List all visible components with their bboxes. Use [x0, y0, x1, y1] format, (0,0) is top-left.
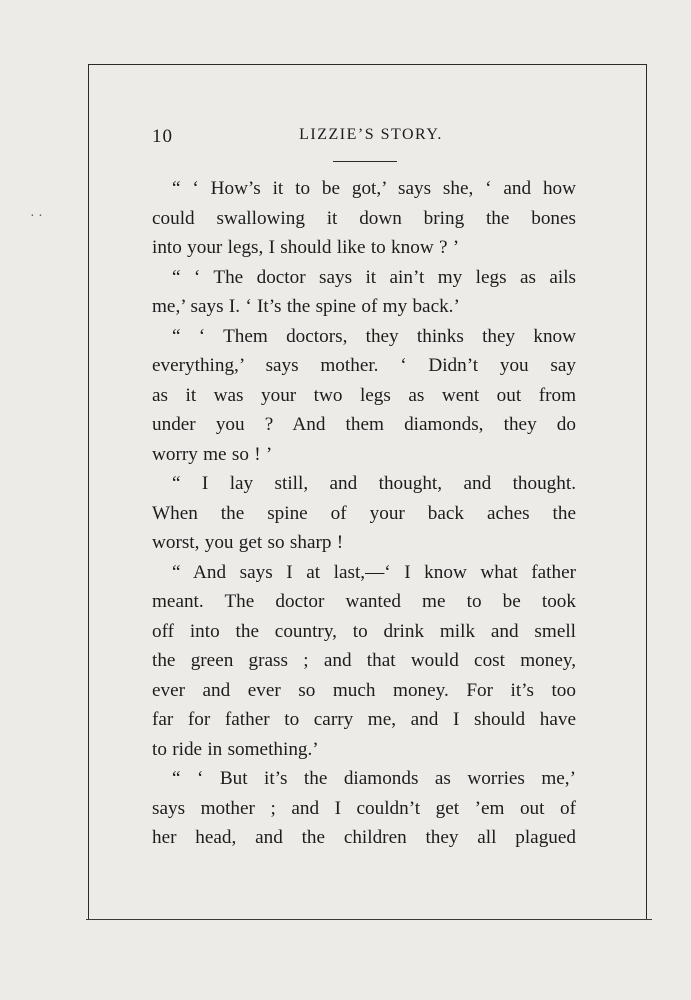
text-line: “ And says I at last,—‘ I know what father	[172, 561, 576, 583]
text-line: “ ‘ Them doctors, they thinks they know	[172, 325, 576, 347]
text-line: under you ? And them diamonds, they do	[152, 414, 576, 435]
text-line: the green grass ; and that would cost money,	[152, 650, 576, 671]
text-line: worst, you get so sharp !	[152, 532, 344, 553]
text-line: When the spine of your back aches the	[152, 502, 576, 524]
header-rule	[333, 161, 397, 162]
text-line: “ ‘ The doctor says it ain’t my legs as ails	[172, 266, 576, 288]
text-line: “ ‘ How’s it to be got,’ says she, ‘ and how	[172, 178, 576, 199]
text-line: “ I lay still, and thought, and thought.	[172, 473, 576, 494]
body-text	[152, 174, 576, 853]
text-line: me,’ says I. ‘ It’s the spine of my back.’	[152, 296, 460, 317]
text-line: into your legs, I should like to know ? ’	[152, 237, 460, 258]
text-line: everything,’ says mother. ‘ Didn’t you say	[152, 355, 576, 376]
text-line: worry me so ! ’	[152, 443, 273, 465]
running-head: LIZZIE’S STORY.	[299, 126, 443, 143]
text-line: off into the country, to drink milk and smell	[152, 620, 576, 642]
page-border-bottom-line	[86, 919, 652, 920]
text-line: her head, and the children they all plagued	[152, 827, 576, 848]
text-line: could swallowing it down bring the bones	[152, 207, 576, 229]
text-line: meant. The doctor wanted me to be took	[152, 591, 576, 612]
text-line: far for father to carry me, and I should have	[152, 709, 576, 730]
text-line: “ ‘ But it’s the diamonds as worries me,’	[172, 768, 576, 789]
margin-speck: · ·	[30, 209, 43, 224]
text-line: says mother ; and I couldn’t get ’em out of	[152, 797, 576, 819]
text-line: as it was your two legs as went out from	[152, 384, 576, 406]
text-line: to ride in something.’	[152, 738, 319, 760]
page-number: 10	[152, 126, 173, 147]
page-header	[152, 122, 576, 152]
text-line: ever and ever so much money. For it’s too	[152, 679, 576, 701]
